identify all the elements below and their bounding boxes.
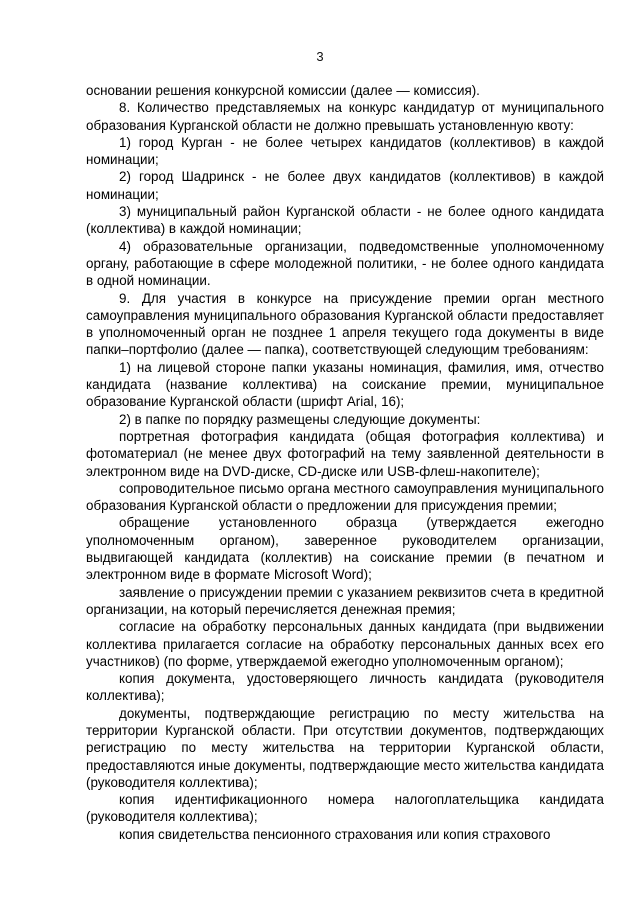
paragraph: документы, подтверждающие регистрацию по месту жительства на территории Курганской области. При отсутствии документов, подтверждающих регистрацию по месту жительства на территории Курганской области, предоставляются иные документы, подтверждающие место жительства кандидата (руководителя коллектива); bbox=[86, 705, 604, 790]
paragraph: 1) на лицевой стороне папки указаны номинация, фамилия, имя, отчество кандидата (название коллектива) на соискание премии, муниципальное образование Курганской области (шрифт Arial, 16); bbox=[86, 359, 604, 410]
paragraph: копия идентификационного номера налогоплательщика кандидата (руководителя коллектива); bbox=[86, 792, 604, 825]
paragraph: 2) в папке по порядку размещены следующие документы: bbox=[119, 411, 481, 427]
paragraph: 4) образовательные организации, подведомственные уполномоченному органу, работающие в сфере молодежной политики, - не более одного кандидата в одной номинации. bbox=[86, 238, 604, 289]
paragraph: копия документа, удостоверяющего личность кандидата (руководителя коллектива); bbox=[86, 671, 604, 704]
paragraph: обращение установленного образца (утверждается ежегодно уполномоченным органом), заверенное руководителем организации, выдвигающей кандидата (коллектив) на соискание премии (в печатном и электронном виде в формате Microsoft Word); bbox=[86, 515, 604, 583]
paragraph: основании решения конкурсной комиссии (далее — комиссия). bbox=[86, 83, 480, 98]
paragraph: 1) город Курган - не более четырех кандидатов (коллективов) в каждой номинации; bbox=[86, 134, 604, 168]
paragraph: сопроводительное письмо органа местного самоуправления муниципального образования Курганской области о предложении для присуждения премии; bbox=[86, 480, 604, 514]
document-body bbox=[86, 82, 604, 843]
paragraph: портретная фотография кандидата (общая фотография коллектива) и фотоматериал (не менее двух фотографий на тему заявленной деятельности в электронном виде на DVD-диске, CD-диске или USB-флеш-накопителе); bbox=[86, 428, 604, 479]
paragraph: 3) муниципальный район Курганской области - не более одного кандидата (коллектива) в каждой номинации; bbox=[86, 204, 604, 237]
page-number: 3 bbox=[316, 49, 324, 64]
paragraph: 2) город Шадринск - не более двух кандидатов (коллективов) в каждой номинации; bbox=[86, 169, 604, 202]
paragraph: заявление о присуждении премии с указанием реквизитов счета в кредитной организации, на который перечисляется денежная премия; bbox=[86, 584, 604, 617]
paragraph: копия свидетельства пенсионного страхования или копия страхового bbox=[119, 826, 551, 842]
paragraph: 9. Для участия в конкурсе на присуждение премии орган местного самоуправления муниципального образования Курганской области предоставляет в уполномоченный орган не позднее 1 апреля текущего года документы в виде папки–портфолио (далее — папка), соответствующей следующим требованиям: bbox=[86, 290, 604, 358]
paragraph: 8. Количество представляемых на конкурс кандидатур от муниципального образования Курганской области не должно превышать установленную квоту: bbox=[86, 100, 604, 133]
paragraph: согласие на обработку персональных данных кандидата (при выдвижении коллектива прилагается согласие на обработку персональных данных всех его участников) (по форме, утверждаемой ежегодно уполномоченным органом); bbox=[86, 619, 604, 669]
